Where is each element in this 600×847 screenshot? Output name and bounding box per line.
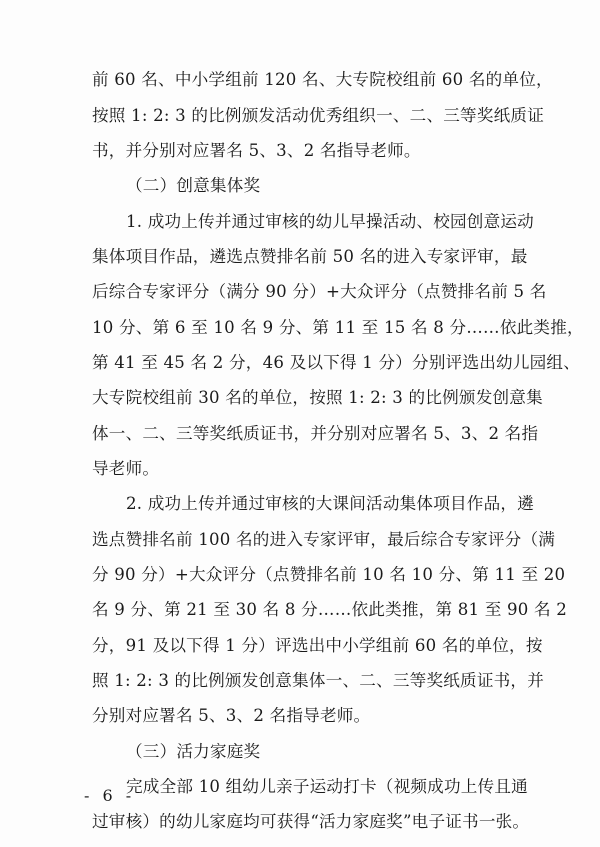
- text-line: 前 60 名、中小学组前 120 名、大专院校组前 60 名的单位，: [92, 70, 553, 89]
- page-number: - 6 -: [84, 786, 136, 805]
- text-line: 第 41 至 45 名 2 分，46 及以下得 1 分）分别评选出幼儿园组、: [92, 353, 580, 372]
- section-heading-vibrant-family-award: （三）活力家庭奖: [126, 742, 261, 761]
- text-line: 后综合专家评分（满分 90 分）+大众评分（点赞排名前 5 名: [92, 282, 547, 301]
- text-line: 过审核）的幼儿家庭均可获得“活力家庭奖”电子证书一张。: [92, 812, 530, 831]
- text-line: 集体项目作品，遴选点赞排名前 50 名的进入专家评审，最: [92, 247, 528, 266]
- text-line: 分别对应署名 5、3、2 名指导老师。: [92, 706, 371, 725]
- text-line: 分 90 分）+大众评分（点赞排名前 10 名 10 分、第 11 至 20: [92, 565, 566, 584]
- text-line: 选点赞排名前 100 名的进入专家评审，最后综合专家评分（满: [92, 530, 556, 549]
- text-line: 导老师。: [92, 459, 160, 478]
- text-line: 体一、二、三等奖纸质证书，并分别对应署名 5、3、2 名指: [92, 424, 539, 443]
- section-heading-creative-group-award: （二）创意集体奖: [126, 176, 261, 195]
- text-line: 按照 1: 2: 3 的比例颁发活动优秀组织一、二、三等奖纸质证: [92, 106, 545, 125]
- text-line: 照 1: 2: 3 的比例颁发创意集体一、二、三等奖纸质证书，并: [92, 671, 545, 690]
- text-line: 10 分、第 6 至 10 名 9 分、第 11 至 15 名 8 分……依此类推，: [92, 318, 584, 337]
- text-line: 1. 成功上传并通过审核的幼儿早操活动、校园创意运动: [126, 212, 534, 231]
- text-line: 完成全部 10 组幼儿亲子运动打卡（视频成功上传且通: [126, 777, 528, 796]
- text-line: 分，91 及以下得 1 分）评选出中小学组前 60 名的单位，按: [92, 636, 543, 655]
- text-line: 大专院校组前 30 名的单位，按照 1: 2: 3 的比例颁发创意集: [92, 388, 543, 407]
- text-line: 2. 成功上传并通过审核的大课间活动集体项目作品，遴: [126, 494, 534, 513]
- text-line: 名 9 分、第 21 至 30 名 8 分……依此类推，第 81 至 90 名 2: [92, 600, 567, 619]
- text-line: 书，并分别对应署名 5、3、2 名指导老师。: [92, 141, 421, 160]
